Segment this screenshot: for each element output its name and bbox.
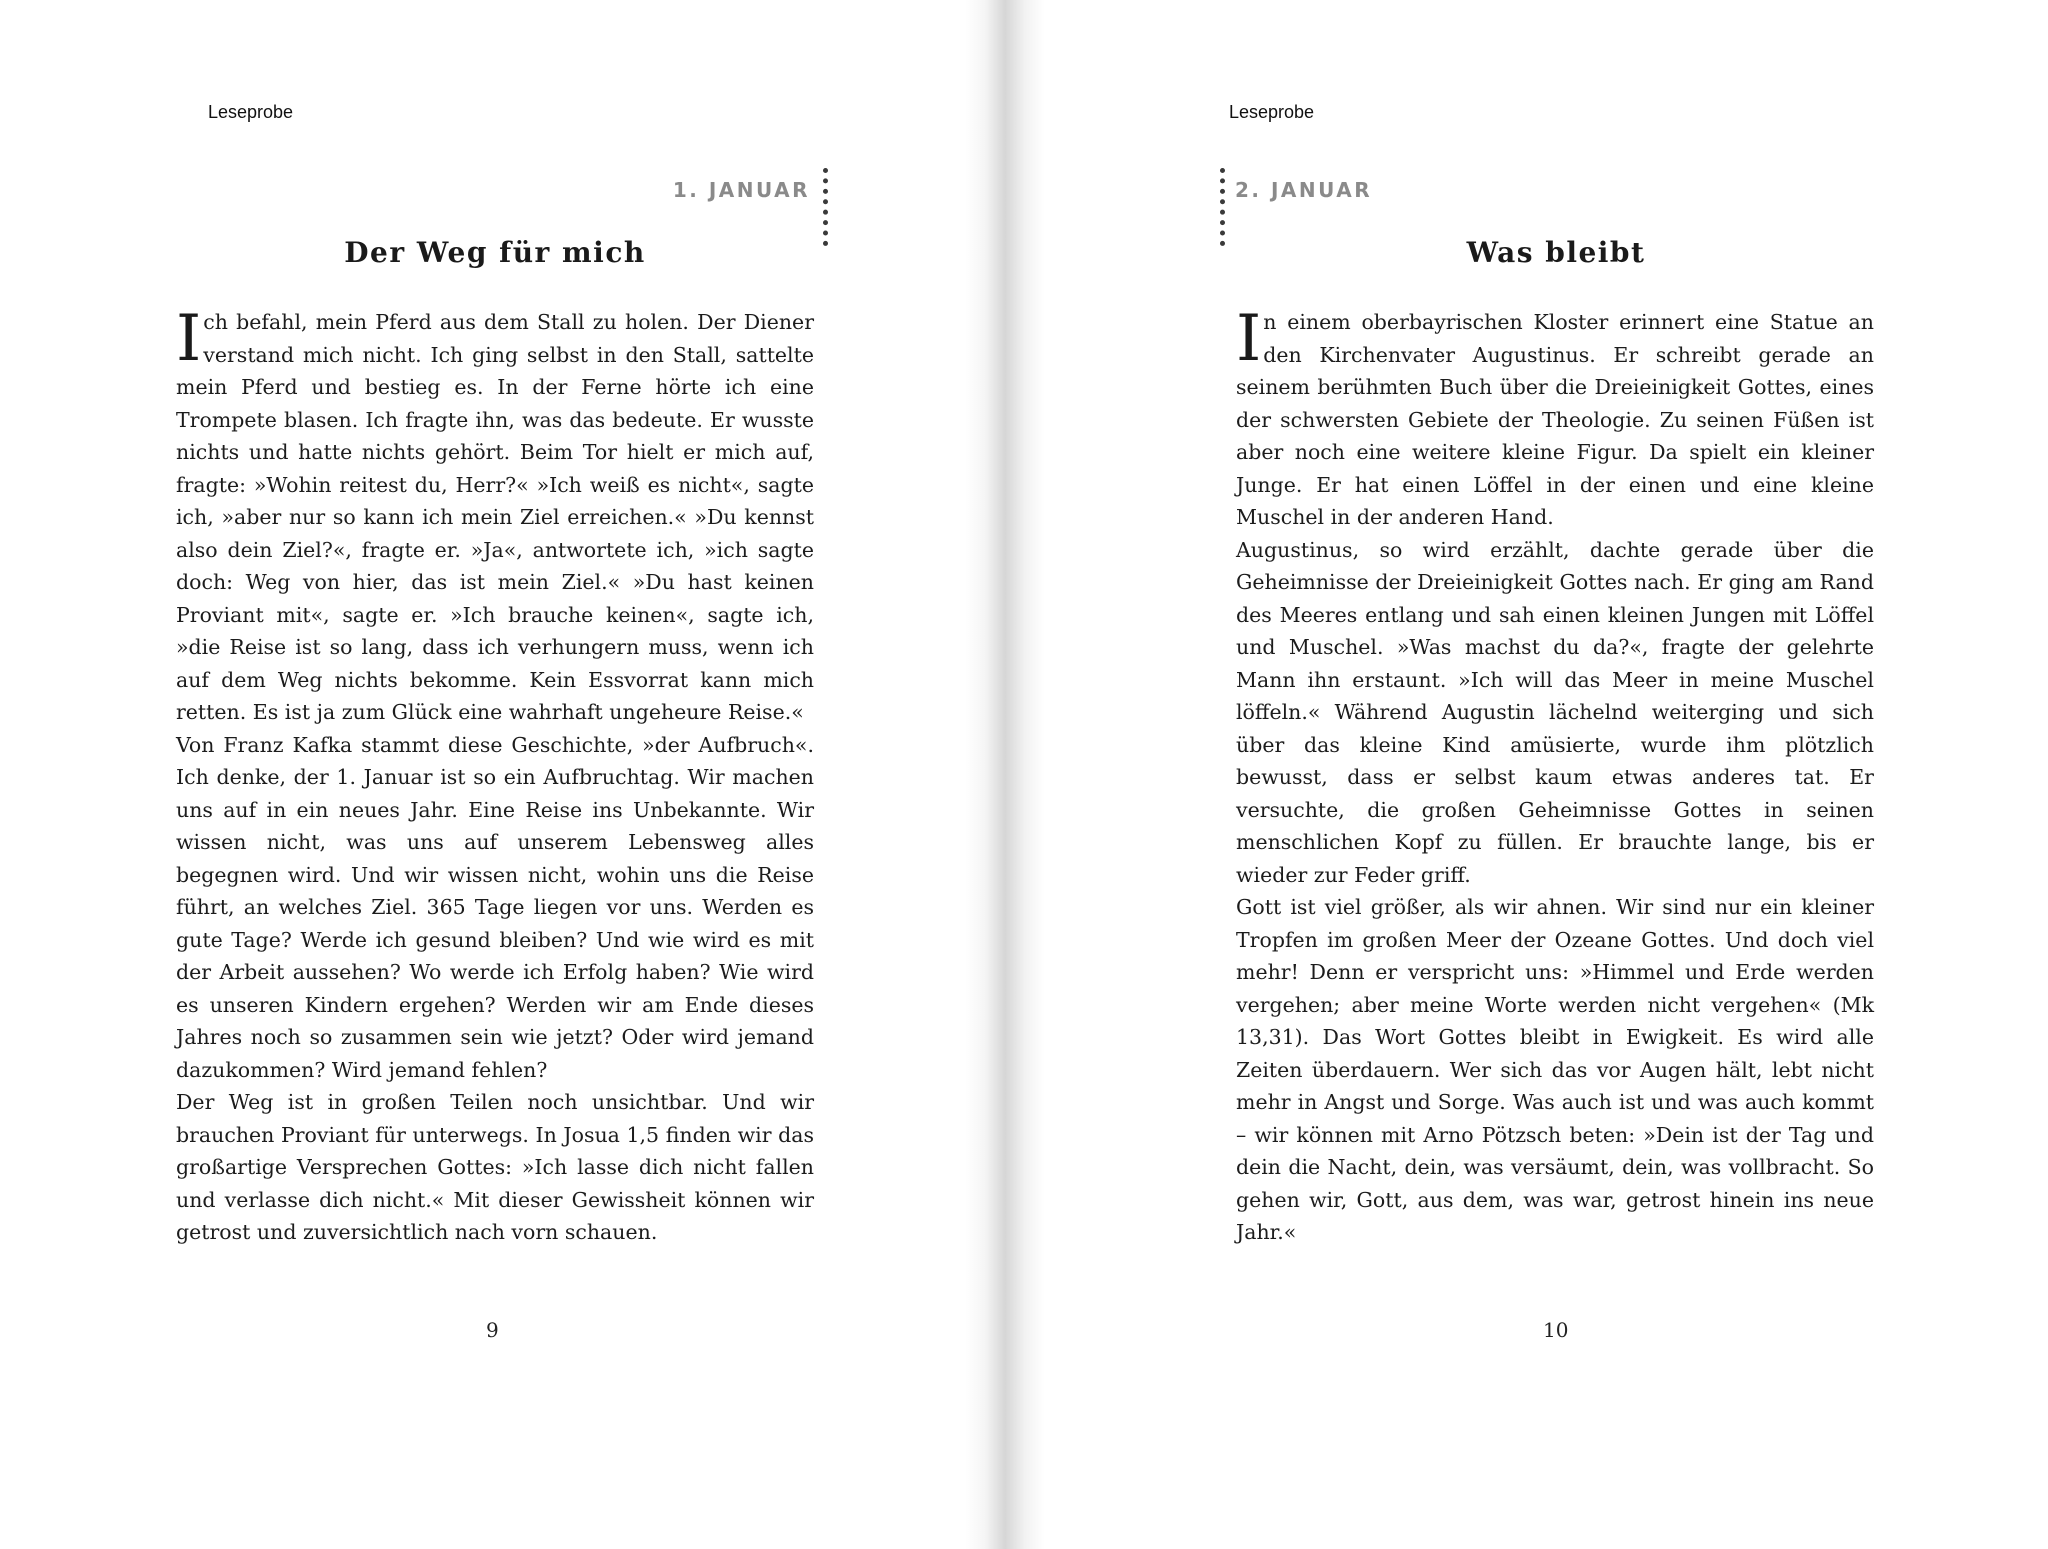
paragraph: Augustinus, so wird erzählt, dachte gerade über die Geheimnisse der Dreieinigkeit Gottes nach. Er ging am Rand des Meeres entlang und sah einen kleinen Jungen mit Löffel und Muschel. »Was machst du da?«, fragte der gelehrte Mann ihn erstaunt. »Ich will das Meer in meine Muschel löffeln.« Während Augustin lächelnd weiterging und sich über das kleine Kind amüsierte, wurde ihm plötzlich bewusst, dass er selbst kaum etwas anderes tat. Er versuchte, die großen Geheimnisse Gottes in seinen menschlichen Kopf zu füllen. Er brauchte lange, bis er wieder zur Feder griff. [1236, 537, 1874, 887]
paragraph: In einem oberbayrischen Kloster erinnert eine Statue an den Kirchenvater Augustinus. Er schreibt gerade an seinem berühmten Buch über die Dreieinigkeit Gottes, eines der schwersten Gebiete der Theologie. Zu seinen Füßen ist aber noch eine weitere kleine Figur. Da spielt ein kleiner Junge. Er hat einen Löffel in der einen und eine kleine Muschel in der anderen Hand. [1236, 302, 1874, 529]
drop-cap: I [176, 302, 202, 376]
chapter-title: Der Weg für mich [344, 236, 646, 269]
right-page [1000, 0, 2048, 1549]
page-number: 9 [486, 1318, 499, 1342]
date-heading: 1. JANUAR [672, 178, 810, 202]
running-head: Leseprobe [1229, 102, 1315, 122]
date-heading: 2. JANUAR [1235, 178, 1373, 202]
dotted-rule [823, 168, 828, 246]
body-text [176, 302, 814, 1249]
dotted-rule [1220, 168, 1225, 246]
chapter-title: Was bleibt [1466, 236, 1646, 269]
running-head: Leseprobe [208, 102, 294, 122]
paragraph: Von Franz Kafka stammt diese Geschichte, »der Aufbruch«. Ich denke, der 1. Januar ist so ein Aufbruchtag. Wir machen uns auf in ein neues Jahr. Eine Reise ins Unbekannte. Wir wissen nicht, was uns auf unserem Lebensweg alles begegnen wird. Und wir wissen nicht, wohin uns die Reise führt, an welches Ziel. 365 Tage liegen vor uns. Werden es gute Tage? Werde ich gesund bleiben? Und wie wird es mit der Arbeit aussehen? Wo werde ich Erfolg haben? Wie wird es unseren Kindern ergehen? Werden wir am Ende dieses Jahres noch so zusammen sein wie jetzt? Oder wird jemand dazukommen? Wird jemand fehlen? [176, 732, 814, 1082]
paragraph: Der Weg ist in großen Teilen noch unsichtbar. Und wir brauchen Proviant für unterwegs. In Josua 1,5 finden wir das großartige Versprechen Gottes: »Ich lasse dich nicht fallen und verlasse dich nicht.« Mit dieser Gewissheit können wir getrost und zuversichtlich nach vorn schauen. [176, 1090, 814, 1244]
body-text [1236, 302, 1874, 1249]
left-page [0, 0, 1000, 1549]
paragraph: Gott ist viel größer, als wir ahnen. Wir sind nur ein kleiner Tropfen im großen Meer der Ozeane Gottes. Und doch viel mehr! Denn er verspricht uns: »Himmel und Erde werden vergehen; aber meine Worte werden nicht vergehen« (Mk 13,31). Das Wort Gottes bleibt in Ewigkeit. Es wird alle Zeiten überdauern. Wer sich das vor Augen hält, lebt nicht mehr in Angst und Sorge. Was auch ist und was auch kommt – wir können mit Arno Pötzsch beten: »Dein ist der Tag und dein die Nacht, dein, was versäumt, dein, was vollbracht. So gehen wir, Gott, aus dem, was war, getrost hinein ins neue Jahr.« [1236, 895, 1874, 1244]
paragraph: Ich befahl, mein Pferd aus dem Stall zu holen. Der Diener verstand mich nicht. Ich ging selbst in den Stall, sattelte mein Pferd und bestieg es. In der Ferne hörte ich eine Trompete blasen. Ich fragte ihn, was das bedeute. Er wusste nichts und hatte nichts gehört. Beim Tor hielt er mich auf, fragte: »Wohin reitest du, Herr?« »Ich weiß es nicht«, sagte ich, »aber nur so kann ich mein Ziel erreichen.« »Du kennst also dein Ziel?«, fragte er. »Ja«, antwortete ich, »ich sagte doch: Weg von hier, das ist mein Ziel.« »Du hast keinen Proviant mit«, sagte er. »Ich brauche keinen«, sagte ich, »die Reise ist so lang, dass ich verhungern muss, wenn ich auf dem Weg nichts bekomme. Kein Essvorrat kann mich retten. Es ist ja zum Glück eine wahrhaft ungeheure Reise.« [176, 302, 814, 724]
drop-cap: I [1236, 302, 1262, 376]
page-number: 10 [1543, 1318, 1569, 1342]
